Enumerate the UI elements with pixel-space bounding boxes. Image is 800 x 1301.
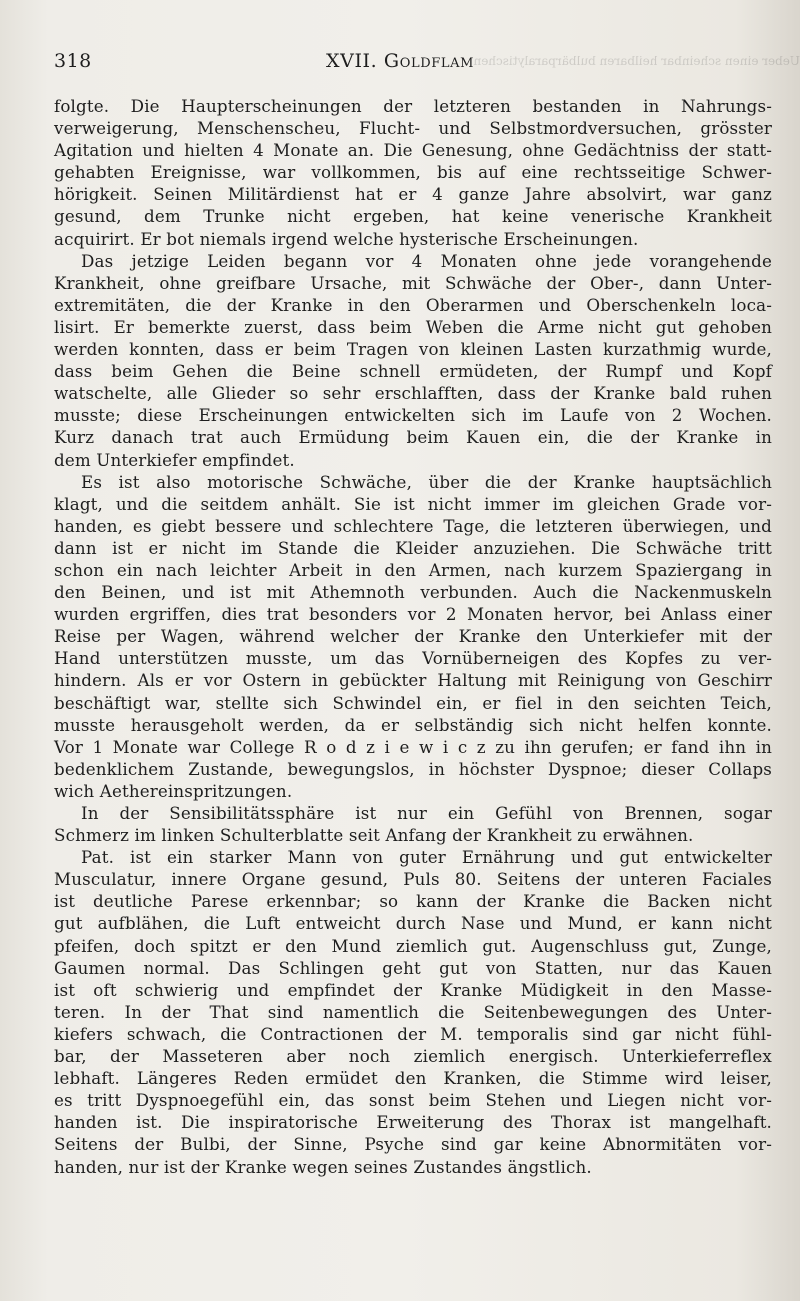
text-line: ist deutliche Parese erkennbar; so kann der Kranke die Backen nicht bbox=[54, 891, 772, 912]
text-line: schon ein nach leichter Arbeit in den Armen, nach kurzem Spaziergang in bbox=[54, 559, 772, 580]
text-line: Hand unterstützen musste, um das Vornüberneigen des Kopfes zu ver- bbox=[54, 648, 772, 669]
text-line: kiefers schwach, die Contractionen der M. temporalis sind gar nicht fühl- bbox=[54, 1023, 772, 1044]
text-line: bar, der Masseteren aber noch ziemlich energisch. Unterkieferreflex bbox=[54, 1046, 772, 1067]
text-line: teren. In der That sind namentlich die Seitenbewegungen des Unter- bbox=[54, 1001, 772, 1022]
text-line: es tritt Dyspnoegefühl ein, das sonst beim Stehen und Liegen nicht vor- bbox=[54, 1090, 772, 1111]
text-line: Das jetzige Leiden begann vor 4 Monaten ohne jede vorangehende bbox=[81, 250, 772, 271]
text-line: Reise per Wagen, während welcher der Kranke den Unterkiefer mit der bbox=[54, 626, 772, 647]
page-number: 318 bbox=[54, 50, 92, 72]
text-line: klagt, und die seitdem anhält. Sie ist nicht immer im gleichen Grade vor- bbox=[54, 493, 772, 514]
text-line: gehabten Ereignisse, war vollkommen, bis auf eine rechtsseitige Schwer- bbox=[54, 162, 772, 183]
text-line: dass beim Gehen die Beine schnell ermüdeten, der Rumpf und Kopf bbox=[54, 361, 772, 382]
text-line: Schmerz im linken Schulterblatte seit Anfang der Krankheit zu erwähnen. bbox=[54, 825, 694, 846]
text-line: lisirt. Er bemerkte zuerst, dass beim Weben die Arme nicht gut gehoben bbox=[54, 316, 772, 337]
text-line: wich Aethereinspritzungen. bbox=[54, 780, 293, 801]
text-line: gesund, dem Trunke nicht ergeben, hat keine venerische Krankheit bbox=[54, 206, 772, 227]
text-line: werden konnten, dass er beim Tragen von kleinen Lasten kurzathmig wurde, bbox=[54, 339, 772, 360]
text-line: Seitens der Bulbi, der Sinne, Psyche sind gar keine Abnormitäten vor- bbox=[54, 1134, 772, 1155]
text-line: verweigerung, Menschenscheu, Flucht- und Selbstmordversuchen, grösster bbox=[54, 118, 772, 139]
text-line: lebhaft. Längeres Reden ermüdet den Kranken, die Stimme wird leiser, bbox=[54, 1068, 772, 1089]
text-line: gut aufblähen, die Luft entweicht durch Nase und Mund, er kann nicht bbox=[54, 913, 772, 934]
text-line: musste; diese Erscheinungen entwickelten sich im Laufe von 2 Wochen. bbox=[54, 405, 772, 426]
text-line: pfeifen, doch spitzt er den Mund ziemlich gut. Augenschluss gut, Zunge, bbox=[54, 935, 772, 956]
text-line: handen, nur ist der Kranke wegen seines Zustandes ängstlich. bbox=[54, 1156, 592, 1177]
text-line: bedenklichem Zustande, bewegungslos, in höchster Dyspnoe; dieser Collaps bbox=[54, 758, 772, 779]
running-title: XVII. Goldflam bbox=[326, 50, 474, 72]
text-line: handen, es giebt bessere und schlechtere Tage, die letzteren überwiegen, und bbox=[54, 515, 772, 536]
text-line: dem Unterkiefer empfindet. bbox=[54, 449, 295, 470]
text-line: musste herausgeholt werden, da er selbständig sich nicht helfen konnte. bbox=[54, 714, 772, 735]
text-line: Agitation und hielten 4 Monate an. Die Genesung, ohne Gedächtniss der statt- bbox=[54, 140, 772, 161]
text-line: wurden ergriffen, dies trat besonders vor 2 Monaten hervor, bei Anlass einer bbox=[54, 604, 772, 625]
text-line: hörigkeit. Seinen Militärdienst hat er 4 ganze Jahre absolvirt, war ganz bbox=[54, 184, 772, 205]
bleed-through-text: Ueber einen scheinbar heilbaren bulbärparalytischen bbox=[473, 54, 800, 68]
text-line: Gaumen normal. Das Schlingen geht gut von Statten, nur das Kauen bbox=[54, 957, 772, 978]
text-line: dann ist er nicht im Stande die Kleider anzuziehen. Die Schwäche tritt bbox=[54, 537, 772, 558]
text-line: Musculatur, innere Organe gesund, Puls 80. Seitens der unteren Faciales bbox=[54, 869, 772, 890]
text-line: acquirirt. Er bot niemals irgend welche hysterische Erscheinungen. bbox=[54, 228, 639, 249]
text-line: ist oft schwierig und empfindet der Kranke Müdigkeit in den Masse- bbox=[54, 979, 772, 1000]
text-line: Kurz danach trat auch Ermüdung beim Kauen ein, die der Kranke in bbox=[54, 427, 772, 448]
text-line: den Beinen, und ist mit Athemnoth verbunden. Auch die Nackenmuskeln bbox=[54, 582, 772, 603]
text-line: folgte. Die Haupterscheinungen der letzteren bestanden in Nahrungs- bbox=[54, 96, 772, 116]
text-line: Vor 1 Monate war College R o d z i e w i c z zu ihn gerufen; er fand ihn in bbox=[54, 736, 772, 757]
text-line: Es ist also motorische Schwäche, über die der Kranke hauptsächlich bbox=[81, 471, 772, 492]
text-line: extremitäten, die der Kranke in den Oberarmen und Oberschenkeln loca- bbox=[54, 294, 772, 315]
text-line: beschäftigt war, stellte sich Schwindel ein, er fiel in den seichten Teich, bbox=[54, 692, 772, 713]
text-line: Krankheit, ohne greifbare Ursache, mit Schwäche der Ober-, dann Unter- bbox=[54, 272, 772, 293]
text-line: In der Sensibilitätssphäre ist nur ein Gefühl von Brennen, sogar bbox=[81, 803, 772, 823]
body-text bbox=[54, 95, 772, 1178]
text-line: hindern. Als er vor Ostern in gebückter Haltung mit Reinigung von Geschirr bbox=[54, 670, 772, 691]
text-line: watschelte, alle Glieder so sehr erschlafften, dass der Kranke bald ruhen bbox=[54, 383, 772, 404]
text-line: Pat. ist ein starker Mann von guter Ernährung und gut entwickelter bbox=[81, 847, 772, 868]
text-line: handen ist. Die inspiratorische Erweiterung des Thorax ist mangelhaft. bbox=[54, 1112, 772, 1133]
